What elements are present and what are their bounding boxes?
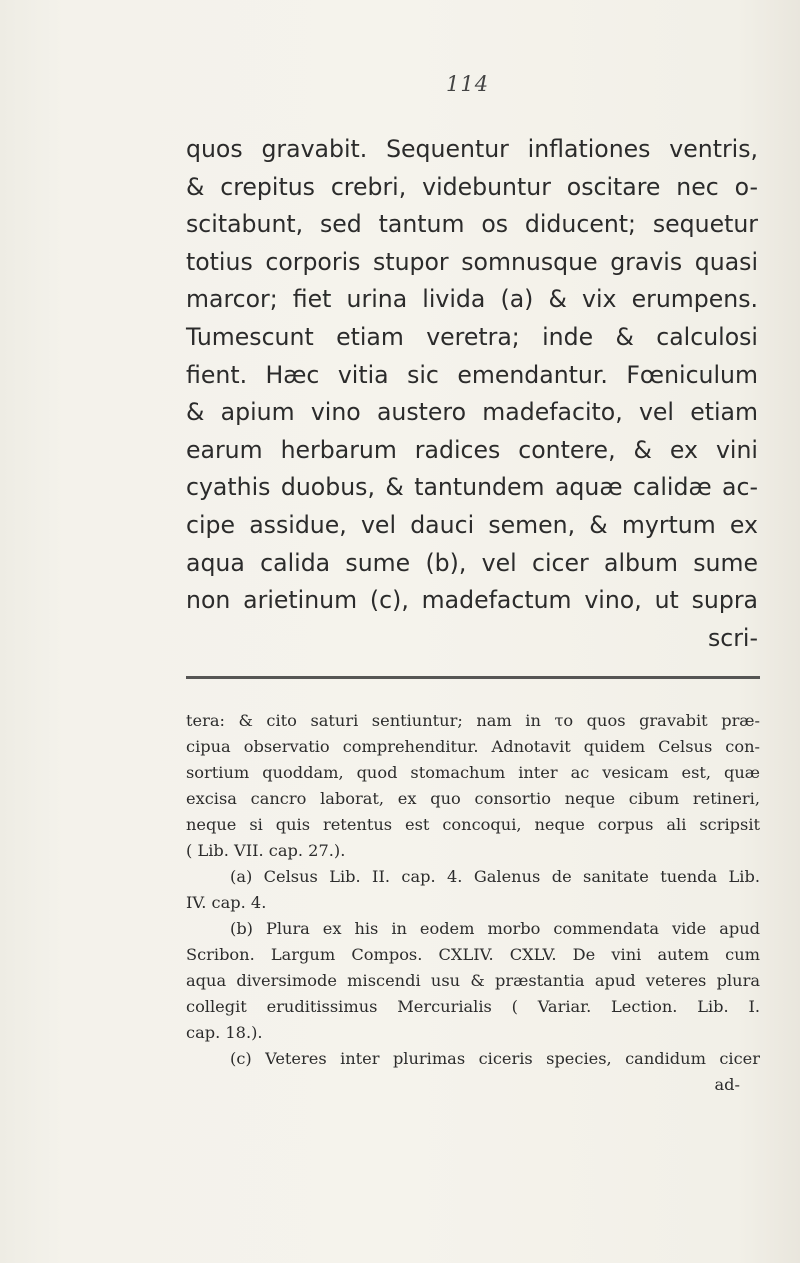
main-text-line: & crepitus crebri, videbuntur oscitare nec o- xyxy=(186,172,758,201)
main-text-line: scitabunt, sed tantum os diducent; sequetur xyxy=(186,210,758,239)
footnote-line: IV. cap. 4. xyxy=(186,893,267,912)
main-text-block xyxy=(186,131,758,657)
main-text-line: & apium vino austero madefacito, vel etiam xyxy=(186,398,758,427)
main-text-line: non arietinum (c), madefactum vino, ut supra xyxy=(186,586,758,615)
footnote-line: aqua diversimode miscendi usu & præstantia apud veteres plura xyxy=(186,971,760,990)
main-text-line: quos gravabit. Sequentur inflationes ventris, xyxy=(186,135,758,163)
main-text-line: fient. Hæc vitia sic emendantur. Fœniculum xyxy=(186,360,758,389)
footnote-line: sortium quoddam, quod stomachum inter ac vesicam est, quæ xyxy=(186,763,760,782)
main-text-line: cyathis duobus, & tantundem aquæ calidæ ac- xyxy=(186,473,758,502)
footnote-a: (a) Celsus Lib. II. cap. 4. Galenus de sanitate tuenda Lib. xyxy=(230,867,760,886)
main-text-line: Tumescunt etiam veretra; inde & calculosi xyxy=(186,322,758,351)
footnote-line: ( Lib. VII. cap. 27.). xyxy=(186,841,346,860)
footnote-line: collegit eruditissimus Mercurialis ( Variar. Lection. Lib. I. xyxy=(186,997,760,1016)
footnote-line: excisa cancro laborat, ex quo consortio neque cibum retineri, xyxy=(186,789,760,808)
footnote-line: cipua observatio comprehenditur. Adnotavit quidem Celsus con- xyxy=(186,737,760,756)
footnote-c: (c) Veteres inter plurimas ciceris species, candidum cicer xyxy=(230,1049,760,1068)
main-text-line: aqua calida sume (b), vel cicer album sume xyxy=(186,548,758,577)
footnote-line: neque si quis retentus est concoqui, neque corpus ali scripsit xyxy=(186,815,760,834)
footnote-line: Scribon. Largum Compos. CXLIV. CXLV. De vini autem cum xyxy=(186,945,760,964)
main-text-line: totius corporis stupor somnusque gravis quasi xyxy=(186,247,758,276)
main-text-line: cipe assidue, vel dauci semen, & myrtum ex xyxy=(186,510,758,539)
footnote-line: tera: & cito saturi sentiuntur; nam in το quos gravabit præ- xyxy=(186,711,760,730)
main-text-line: earum herbarum radices contere, & ex vini xyxy=(186,435,758,464)
page-number: 114 xyxy=(446,72,490,96)
footnote-catchword: ad- xyxy=(714,1075,740,1094)
main-text-line: marcor; fiet urina livida (a) & vix erumpens. xyxy=(186,285,758,314)
footnotes-block xyxy=(186,708,760,1098)
catchword: scri- xyxy=(707,623,758,652)
footnote-divider-rule xyxy=(186,676,760,679)
footnote-line: cap. 18.). xyxy=(186,1023,263,1042)
footnote-b: (b) Plura ex his in eodem morbo commendata vide apud xyxy=(230,919,760,938)
